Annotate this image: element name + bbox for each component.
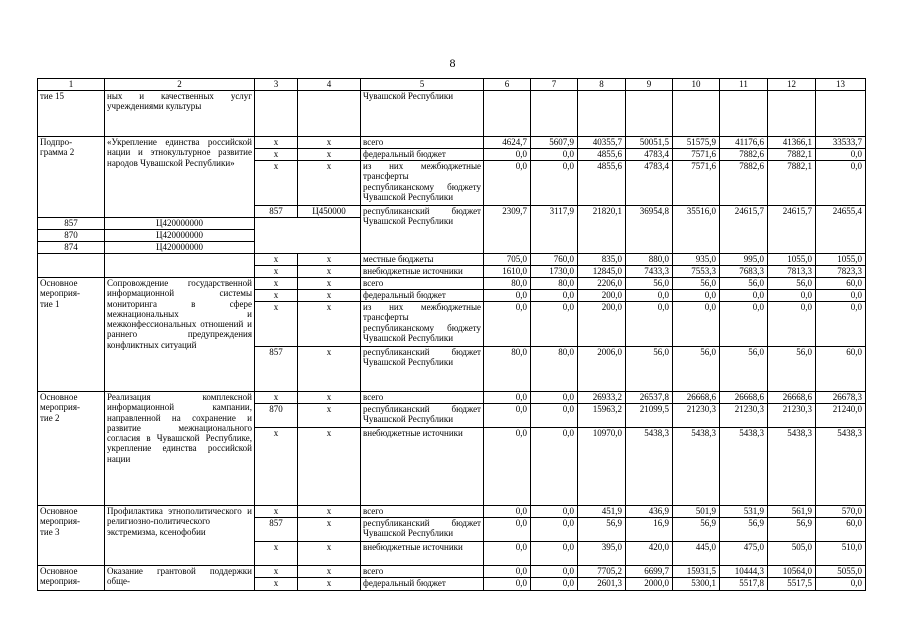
value-cell: 50051,5 (626, 137, 673, 149)
funding-source-cell: Чувашской Республики (361, 91, 484, 137)
column-header-11: 11 (720, 79, 768, 91)
target-code-cell: х (298, 392, 361, 404)
value-cell: 0,0 (531, 302, 578, 347)
value-cell: 0,0 (673, 290, 720, 302)
value-cell: 200,0 (578, 302, 626, 347)
value-cell: 80,0 (531, 347, 578, 392)
value-cell: 0,0 (484, 161, 531, 206)
program-title-cell (105, 254, 255, 278)
value-cell: 705,0 (484, 254, 531, 266)
target-code-cell: х (298, 578, 361, 591)
value-cell: 60,0 (816, 347, 866, 392)
target-code-cell: х (298, 137, 361, 149)
value-cell: 0,0 (531, 506, 578, 518)
value-cell: 10444,3 (720, 566, 768, 578)
table-row (38, 278, 866, 290)
funding-source-cell: внебюджетные источники (361, 542, 484, 566)
value-cell: 1730,0 (531, 266, 578, 278)
value-cell: 0,0 (531, 566, 578, 578)
table-row (38, 566, 866, 578)
target-code-cell: х (298, 404, 361, 428)
program-title-cell: ных и качественных услуг учреждениями культуры (105, 91, 255, 137)
value-cell: 0,0 (531, 428, 578, 506)
program-title-cell: Сопровождение государственной информационной системы мониторинга в сфере межнациональных и межконфессиональных отношений и раннего предупреждения конфликтных ситуаций (105, 278, 255, 392)
value-cell: 21230,3 (720, 404, 768, 428)
funding-source-cell: федеральный бюджет (361, 149, 484, 161)
value-cell: 0,0 (484, 506, 531, 518)
target-code-cell: х (298, 161, 361, 206)
value-cell: 26678,3 (816, 392, 866, 404)
program-name-cell: Основное мероприя- тие 2 (38, 392, 105, 506)
value-cell: 0,0 (484, 428, 531, 506)
program-name-cell: Основное мероприя- тие 1 (38, 278, 105, 392)
admin-code-cell: 870 (38, 230, 105, 242)
column-header-4: 4 (298, 79, 361, 91)
funding-source-cell: республиканский бюджет Чувашской Республики (361, 518, 484, 542)
value-cell: 51575,9 (673, 137, 720, 149)
funding-source-cell: всего (361, 137, 484, 149)
value-cell: 4855,6 (578, 161, 626, 206)
value-cell: 5055,0 (816, 566, 866, 578)
admin-code-cell: х (255, 542, 298, 566)
funding-source-cell: из них межбюджетные трансферты республиканскому бюджету Чувашской Республики (361, 302, 484, 347)
value-cell: 24615,7 (768, 206, 816, 254)
value-cell: 510,0 (816, 542, 866, 566)
program-title-cell: Оказание грантовой поддержки обще- (105, 566, 255, 591)
value-cell: 5438,3 (673, 428, 720, 506)
column-header-8: 8 (578, 79, 626, 91)
admin-code-cell: 874 (38, 242, 105, 254)
funding-source-cell: всего (361, 506, 484, 518)
value-cell: 531,9 (720, 506, 768, 518)
target-code-cell: х (298, 278, 361, 290)
admin-code-cell: 857 (255, 347, 298, 392)
value-cell: 0,0 (484, 578, 531, 591)
value-cell: 2000,0 (626, 578, 673, 591)
value-cell: 0,0 (816, 161, 866, 206)
funding-source-cell: федеральный бюджет (361, 290, 484, 302)
value-cell: 33533,7 (816, 137, 866, 149)
value-cell (531, 91, 578, 137)
value-cell (626, 91, 673, 137)
table-row (38, 254, 866, 266)
funding-source-cell: республиканский бюджет Чувашской Республики (361, 404, 484, 428)
target-code-cell: Ц450000 (298, 206, 361, 218)
value-cell: 5300,1 (673, 578, 720, 591)
value-cell: 2601,3 (578, 578, 626, 591)
value-cell: 5517,5 (768, 578, 816, 591)
value-cell: 41366,1 (768, 137, 816, 149)
value-cell: 880,0 (626, 254, 673, 266)
program-name-cell: Подпро- грамма 2 (38, 137, 105, 218)
value-cell: 570,0 (816, 506, 866, 518)
value-cell (484, 91, 531, 137)
value-cell: 80,0 (484, 278, 531, 290)
value-cell: 56,0 (673, 347, 720, 392)
value-cell: 24655,4 (816, 206, 866, 254)
value-cell: 2309,7 (484, 206, 531, 254)
value-cell: 561,9 (768, 506, 816, 518)
funding-source-cell: всего (361, 392, 484, 404)
value-cell: 26668,6 (673, 392, 720, 404)
value-cell: 505,0 (768, 542, 816, 566)
funding-source-cell: внебюджетные источники (361, 428, 484, 506)
admin-code-cell: 870 (255, 404, 298, 428)
value-cell: 3117,9 (531, 206, 578, 254)
funding-source-cell: республиканский бюджет Чувашской Республики (361, 206, 484, 254)
admin-code-cell: х (255, 266, 298, 278)
table-row (38, 91, 866, 137)
value-cell: 0,0 (484, 542, 531, 566)
value-cell: 56,9 (768, 518, 816, 542)
value-cell: 15931,5 (673, 566, 720, 578)
value-cell: 2006,0 (578, 347, 626, 392)
value-cell: 16,9 (626, 518, 673, 542)
admin-code-cell: х (255, 566, 298, 578)
value-cell: 1610,0 (484, 266, 531, 278)
value-cell: 0,0 (673, 302, 720, 347)
value-cell: 0,0 (531, 542, 578, 566)
value-cell: 0,0 (531, 518, 578, 542)
table-row (38, 137, 866, 149)
value-cell: 5438,3 (626, 428, 673, 506)
value-cell: 4624,7 (484, 137, 531, 149)
value-cell: 12845,0 (578, 266, 626, 278)
value-cell: 7683,3 (720, 266, 768, 278)
program-title-cell: Реализация комплексной информационной кампании, направленной на сохранение и развитие межнационального согласия в Чувашской Республике, укрепление единства российской нации (105, 392, 255, 506)
value-cell: 21230,3 (768, 404, 816, 428)
admin-code-cell: х (255, 302, 298, 347)
target-code-cell: х (298, 506, 361, 518)
value-cell: 1055,0 (768, 254, 816, 266)
value-cell: 5517,8 (720, 578, 768, 591)
value-cell: 4855,6 (578, 149, 626, 161)
value-cell: 760,0 (531, 254, 578, 266)
column-header-9: 9 (626, 79, 673, 91)
value-cell: 80,0 (531, 278, 578, 290)
admin-code-cell: х (255, 161, 298, 206)
value-cell: 21820,1 (578, 206, 626, 254)
value-cell: 26933,2 (578, 392, 626, 404)
value-cell: 5438,3 (768, 428, 816, 506)
value-cell: 10970,0 (578, 428, 626, 506)
value-cell: 60,0 (816, 518, 866, 542)
target-code-cell: х (298, 266, 361, 278)
value-cell: 0,0 (816, 290, 866, 302)
value-cell: 420,0 (626, 542, 673, 566)
value-cell: 0,0 (484, 392, 531, 404)
value-cell: 56,0 (673, 278, 720, 290)
value-cell: 7823,3 (816, 266, 866, 278)
table-row (38, 506, 866, 518)
column-header-1: 1 (38, 79, 105, 91)
value-cell (768, 91, 816, 137)
value-cell: 995,0 (720, 254, 768, 266)
funding-source-cell: из них межбюджетные трансферты республиканскому бюджету Чувашской Республики (361, 161, 484, 206)
value-cell: 0,0 (484, 149, 531, 161)
value-cell: 0,0 (484, 518, 531, 542)
admin-code-cell: 857 (38, 218, 105, 230)
program-title-cell: «Укрепление единства российской нации и этнокультурное развитие народов Чувашской Республики» (105, 137, 255, 218)
funding-source-cell: местные бюджеты (361, 254, 484, 266)
value-cell: 56,9 (673, 518, 720, 542)
program-title-cell: Профилактика этнополитического и религиозно-политического экстремизма, ксенофобии (105, 506, 255, 566)
value-cell: 475,0 (720, 542, 768, 566)
value-cell: 7571,6 (673, 161, 720, 206)
value-cell: 56,0 (720, 347, 768, 392)
value-cell: 0,0 (768, 290, 816, 302)
column-header-10: 10 (673, 79, 720, 91)
value-cell: 56,0 (626, 347, 673, 392)
target-code-cell: Ц420000000 (105, 218, 255, 230)
column-header-13: 13 (816, 79, 866, 91)
value-cell: 24615,7 (720, 206, 768, 254)
column-header-3: 3 (255, 79, 298, 91)
value-cell: 7571,6 (673, 149, 720, 161)
target-code-cell: х (298, 518, 361, 542)
target-code-cell: Ц420000000 (105, 242, 255, 254)
value-cell: 451,9 (578, 506, 626, 518)
value-cell: 436,9 (626, 506, 673, 518)
value-cell: 80,0 (484, 347, 531, 392)
value-cell: 4783,4 (626, 149, 673, 161)
target-code-cell (298, 91, 361, 137)
program-name-cell: тие 15 (38, 91, 105, 137)
value-cell: 7882,1 (768, 161, 816, 206)
funding-source-cell: республиканский бюджет Чувашской Республики (361, 347, 484, 392)
value-cell: 935,0 (673, 254, 720, 266)
admin-code-cell (255, 91, 298, 137)
program-name-cell: Основное мероприя- тие 3 (38, 506, 105, 566)
value-cell: 40355,7 (578, 137, 626, 149)
column-header-12: 12 (768, 79, 816, 91)
column-header-5: 5 (361, 79, 484, 91)
value-cell: 0,0 (816, 149, 866, 161)
value-cell: 0,0 (484, 566, 531, 578)
target-code-cell: х (298, 428, 361, 506)
value-cell: 0,0 (531, 149, 578, 161)
column-header-row (38, 79, 866, 91)
admin-code-cell: х (255, 506, 298, 518)
value-cell (720, 91, 768, 137)
page-number: 8 (449, 56, 456, 70)
value-cell: 56,0 (768, 278, 816, 290)
value-cell: 21240,0 (816, 404, 866, 428)
value-cell: 0,0 (484, 404, 531, 428)
value-cell: 0,0 (626, 290, 673, 302)
value-cell: 26668,6 (720, 392, 768, 404)
admin-code-cell: х (255, 254, 298, 266)
value-cell: 5438,3 (816, 428, 866, 506)
admin-code-cell: 857 (255, 518, 298, 542)
value-cell: 56,0 (626, 278, 673, 290)
value-cell: 0,0 (768, 302, 816, 347)
value-cell: 56,9 (578, 518, 626, 542)
target-code-cell: х (298, 149, 361, 161)
value-cell: 26537,8 (626, 392, 673, 404)
value-cell: 200,0 (578, 290, 626, 302)
funding-source-cell: всего (361, 566, 484, 578)
value-cell: 835,0 (578, 254, 626, 266)
value-cell: 56,0 (720, 278, 768, 290)
admin-code-cell: х (255, 578, 298, 591)
column-header-2: 2 (105, 79, 255, 91)
value-cell: 21099,5 (626, 404, 673, 428)
value-cell: 0,0 (484, 290, 531, 302)
funding-source-cell: федеральный бюджет (361, 578, 484, 591)
admin-code-cell: 857 (255, 206, 298, 218)
target-code-cell: х (298, 566, 361, 578)
value-cell: 7882,6 (720, 161, 768, 206)
program-name-cell: Основное мероприя- (38, 566, 105, 591)
value-cell: 7553,3 (673, 266, 720, 278)
value-cell: 35516,0 (673, 206, 720, 254)
value-cell: 36954,8 (626, 206, 673, 254)
budget-table (37, 78, 866, 591)
value-cell: 7882,1 (768, 149, 816, 161)
value-cell: 0,0 (531, 392, 578, 404)
value-cell: 4783,4 (626, 161, 673, 206)
value-cell: 7433,3 (626, 266, 673, 278)
admin-code-cell: х (255, 428, 298, 506)
value-cell: 501,9 (673, 506, 720, 518)
value-cell (816, 91, 866, 137)
value-cell: 5438,3 (720, 428, 768, 506)
value-cell: 26668,6 (768, 392, 816, 404)
value-cell: 0,0 (484, 302, 531, 347)
value-cell: 56,9 (720, 518, 768, 542)
admin-code-cell: х (255, 137, 298, 149)
value-cell: 0,0 (720, 302, 768, 347)
admin-code-cell: х (255, 278, 298, 290)
target-code-cell: х (298, 290, 361, 302)
value-cell: 2206,0 (578, 278, 626, 290)
value-cell: 5607,9 (531, 137, 578, 149)
value-cell: 41176,6 (720, 137, 768, 149)
program-name-cell (38, 254, 105, 278)
value-cell: 1055,0 (816, 254, 866, 266)
value-cell: 60,0 (816, 278, 866, 290)
value-cell: 0,0 (531, 290, 578, 302)
target-code-cell: х (298, 542, 361, 566)
admin-code-cell: х (255, 290, 298, 302)
value-cell: 0,0 (626, 302, 673, 347)
value-cell: 0,0 (816, 302, 866, 347)
value-cell: 6699,7 (626, 566, 673, 578)
value-cell: 7882,6 (720, 149, 768, 161)
value-cell: 56,0 (768, 347, 816, 392)
value-cell: 21230,3 (673, 404, 720, 428)
column-header-6: 6 (484, 79, 531, 91)
value-cell (578, 91, 626, 137)
value-cell: 0,0 (816, 578, 866, 591)
target-code-cell: х (298, 302, 361, 347)
value-cell: 7705,2 (578, 566, 626, 578)
value-cell (673, 91, 720, 137)
value-cell: 395,0 (578, 542, 626, 566)
target-code-cell: Ц420000000 (105, 230, 255, 242)
value-cell: 0,0 (531, 404, 578, 428)
value-cell: 0,0 (720, 290, 768, 302)
value-cell: 15963,2 (578, 404, 626, 428)
value-cell: 10564,0 (768, 566, 816, 578)
target-code-cell: х (298, 254, 361, 266)
value-cell: 0,0 (531, 578, 578, 591)
admin-code-cell: х (255, 149, 298, 161)
value-cell: 445,0 (673, 542, 720, 566)
value-cell: 0,0 (531, 161, 578, 206)
value-cell: 7813,3 (768, 266, 816, 278)
funding-source-cell: внебюджетные источники (361, 266, 484, 278)
table-row (38, 392, 866, 404)
column-header-7: 7 (531, 79, 578, 91)
admin-code-cell: х (255, 392, 298, 404)
target-code-cell: х (298, 347, 361, 392)
funding-source-cell: всего (361, 278, 484, 290)
